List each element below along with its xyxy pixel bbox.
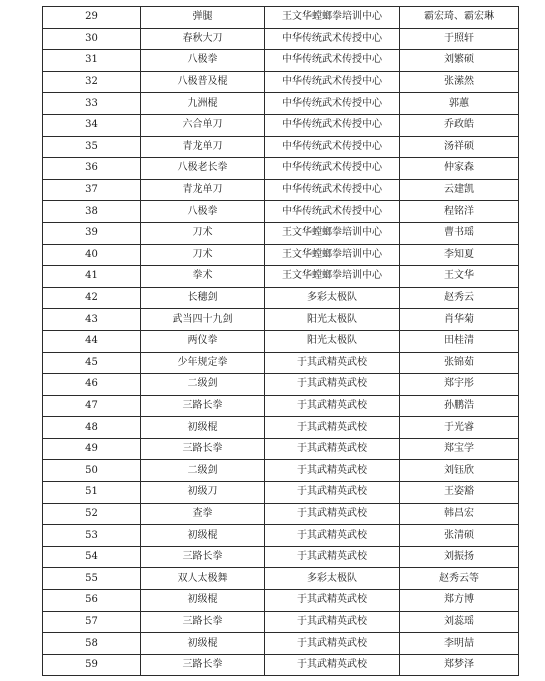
row-number-cell: 52 [43, 503, 141, 525]
row-number-cell: 46 [43, 374, 141, 396]
row-number-cell: 29 [43, 7, 141, 29]
row-number-cell: 54 [43, 546, 141, 568]
participant-name-cell: 李明喆 [400, 633, 519, 655]
team-cell: 于其武精英武校 [265, 503, 400, 525]
participant-name-cell: 乔政皓 [400, 114, 519, 136]
event-cell: 两仪拳 [141, 330, 265, 352]
table-row [43, 222, 519, 244]
event-cell: 三路长拳 [141, 438, 265, 460]
team-cell: 中华传统武术传授中心 [265, 158, 400, 180]
event-cell: 青龙单刀 [141, 179, 265, 201]
table-row [43, 546, 519, 568]
team-cell: 王文华螳螂拳培训中心 [265, 244, 400, 266]
team-cell: 中华传统武术传授中心 [265, 201, 400, 223]
table-row [43, 71, 519, 93]
table-row [43, 330, 519, 352]
row-number-cell: 53 [43, 525, 141, 547]
event-cell: 少年规定拳 [141, 352, 265, 374]
event-cell: 刀术 [141, 222, 265, 244]
participant-name-cell: 郑宇彤 [400, 374, 519, 396]
event-cell: 初级棍 [141, 590, 265, 612]
row-number-cell: 40 [43, 244, 141, 266]
team-cell: 中华传统武术传授中心 [265, 50, 400, 72]
table-row [43, 352, 519, 374]
participant-table-body [43, 7, 519, 676]
participant-name-cell: 张潆然 [400, 71, 519, 93]
row-number-cell: 32 [43, 71, 141, 93]
event-cell: 弹腿 [141, 7, 265, 29]
table-row [43, 633, 519, 655]
table-row [43, 50, 519, 72]
participant-name-cell: 赵秀云等 [400, 568, 519, 590]
row-number-cell: 48 [43, 417, 141, 439]
team-cell: 于其武精英武校 [265, 460, 400, 482]
table-row [43, 654, 519, 676]
team-cell: 中华传统武术传授中心 [265, 136, 400, 158]
event-cell: 二级剑 [141, 374, 265, 396]
table-row [43, 114, 519, 136]
table-row [43, 395, 519, 417]
team-cell: 于其武精英武校 [265, 352, 400, 374]
table-row [43, 590, 519, 612]
team-cell: 于其武精英武校 [265, 654, 400, 676]
row-number-cell: 33 [43, 93, 141, 115]
row-number-cell: 30 [43, 28, 141, 50]
table-row [43, 611, 519, 633]
row-number-cell: 36 [43, 158, 141, 180]
table-row [43, 460, 519, 482]
team-cell: 于其武精英武校 [265, 611, 400, 633]
event-cell: 三路长拳 [141, 395, 265, 417]
table-row [43, 244, 519, 266]
participant-name-cell: 刘蕊瑶 [400, 611, 519, 633]
participant-table [42, 6, 519, 676]
team-cell: 中华传统武术传授中心 [265, 179, 400, 201]
participant-name-cell: 郑方博 [400, 590, 519, 612]
table-row [43, 287, 519, 309]
table-row [43, 266, 519, 288]
participant-name-cell: 于照轩 [400, 28, 519, 50]
participant-name-cell: 赵秀云 [400, 287, 519, 309]
participant-name-cell: 曹书瑶 [400, 222, 519, 244]
table-row [43, 438, 519, 460]
participant-name-cell: 韩昌宏 [400, 503, 519, 525]
event-cell: 春秋大刀 [141, 28, 265, 50]
event-cell: 初级棍 [141, 633, 265, 655]
team-cell: 多彩太极队 [265, 568, 400, 590]
participant-name-cell: 张清硕 [400, 525, 519, 547]
team-cell: 于其武精英武校 [265, 482, 400, 504]
participant-name-cell: 郑梦泽 [400, 654, 519, 676]
team-cell: 于其武精英武校 [265, 633, 400, 655]
row-number-cell: 37 [43, 179, 141, 201]
row-number-cell: 56 [43, 590, 141, 612]
table-row [43, 374, 519, 396]
table-row [43, 525, 519, 547]
participant-name-cell: 王文华 [400, 266, 519, 288]
event-cell: 初级刀 [141, 482, 265, 504]
team-cell: 于其武精英武校 [265, 417, 400, 439]
participant-name-cell: 云建凯 [400, 179, 519, 201]
event-cell: 八极老长拳 [141, 158, 265, 180]
table-row [43, 503, 519, 525]
event-cell: 查拳 [141, 503, 265, 525]
event-cell: 刀术 [141, 244, 265, 266]
participant-name-cell: 李知夏 [400, 244, 519, 266]
team-cell: 于其武精英武校 [265, 525, 400, 547]
row-number-cell: 47 [43, 395, 141, 417]
event-cell: 三路长拳 [141, 546, 265, 568]
event-cell: 拳术 [141, 266, 265, 288]
participant-name-cell: 张锦茹 [400, 352, 519, 374]
participant-name-cell: 王姿豁 [400, 482, 519, 504]
row-number-cell: 43 [43, 309, 141, 331]
event-cell: 初级棍 [141, 417, 265, 439]
table-row [43, 93, 519, 115]
team-cell: 中华传统武术传授中心 [265, 114, 400, 136]
team-cell: 于其武精英武校 [265, 374, 400, 396]
table-row [43, 28, 519, 50]
team-cell: 于其武精英武校 [265, 438, 400, 460]
team-cell: 于其武精英武校 [265, 546, 400, 568]
team-cell: 王文华螳螂拳培训中心 [265, 7, 400, 29]
event-cell: 八极拳 [141, 201, 265, 223]
participant-name-cell: 肖华菊 [400, 309, 519, 331]
row-number-cell: 58 [43, 633, 141, 655]
row-number-cell: 38 [43, 201, 141, 223]
participant-name-cell: 霸宏琦、霸宏琳 [400, 7, 519, 29]
row-number-cell: 55 [43, 568, 141, 590]
team-cell: 于其武精英武校 [265, 395, 400, 417]
table-row [43, 179, 519, 201]
participant-name-cell: 仲家森 [400, 158, 519, 180]
event-cell: 二级剑 [141, 460, 265, 482]
row-number-cell: 45 [43, 352, 141, 374]
row-number-cell: 51 [43, 482, 141, 504]
event-cell: 三路长拳 [141, 611, 265, 633]
team-cell: 多彩太极队 [265, 287, 400, 309]
team-cell: 王文华螳螂拳培训中心 [265, 222, 400, 244]
event-cell: 三路长拳 [141, 654, 265, 676]
team-cell: 阳光太极队 [265, 330, 400, 352]
event-cell: 八极普及棍 [141, 71, 265, 93]
row-number-cell: 35 [43, 136, 141, 158]
row-number-cell: 59 [43, 654, 141, 676]
event-cell: 武当四十九剑 [141, 309, 265, 331]
participant-name-cell: 于光睿 [400, 417, 519, 439]
event-cell: 双人太极舞 [141, 568, 265, 590]
table-row [43, 568, 519, 590]
row-number-cell: 44 [43, 330, 141, 352]
row-number-cell: 50 [43, 460, 141, 482]
participant-name-cell: 程铭洋 [400, 201, 519, 223]
team-cell: 中华传统武术传授中心 [265, 93, 400, 115]
team-cell: 王文华螳螂拳培训中心 [265, 266, 400, 288]
event-cell: 八极拳 [141, 50, 265, 72]
participant-name-cell: 郑宝学 [400, 438, 519, 460]
table-row [43, 201, 519, 223]
table-row [43, 136, 519, 158]
table-row [43, 158, 519, 180]
participant-name-cell: 郭蕙 [400, 93, 519, 115]
table-row [43, 417, 519, 439]
participant-name-cell: 汤祥硕 [400, 136, 519, 158]
row-number-cell: 39 [43, 222, 141, 244]
row-number-cell: 31 [43, 50, 141, 72]
event-cell: 青龙单刀 [141, 136, 265, 158]
participant-name-cell: 刘钰欣 [400, 460, 519, 482]
row-number-cell: 42 [43, 287, 141, 309]
row-number-cell: 57 [43, 611, 141, 633]
table-row [43, 482, 519, 504]
participant-name-cell: 孙鹏浩 [400, 395, 519, 417]
team-cell: 中华传统武术传授中心 [265, 28, 400, 50]
participant-name-cell: 田桂清 [400, 330, 519, 352]
event-cell: 长穗剑 [141, 287, 265, 309]
team-cell: 于其武精英武校 [265, 590, 400, 612]
event-cell: 九洲棍 [141, 93, 265, 115]
event-cell: 初级棍 [141, 525, 265, 547]
row-number-cell: 34 [43, 114, 141, 136]
table-row [43, 309, 519, 331]
participant-name-cell: 刘振扬 [400, 546, 519, 568]
row-number-cell: 49 [43, 438, 141, 460]
event-cell: 六合单刀 [141, 114, 265, 136]
row-number-cell: 41 [43, 266, 141, 288]
team-cell: 中华传统武术传授中心 [265, 71, 400, 93]
table-row [43, 7, 519, 29]
participant-name-cell: 刘繁硕 [400, 50, 519, 72]
team-cell: 阳光太极队 [265, 309, 400, 331]
